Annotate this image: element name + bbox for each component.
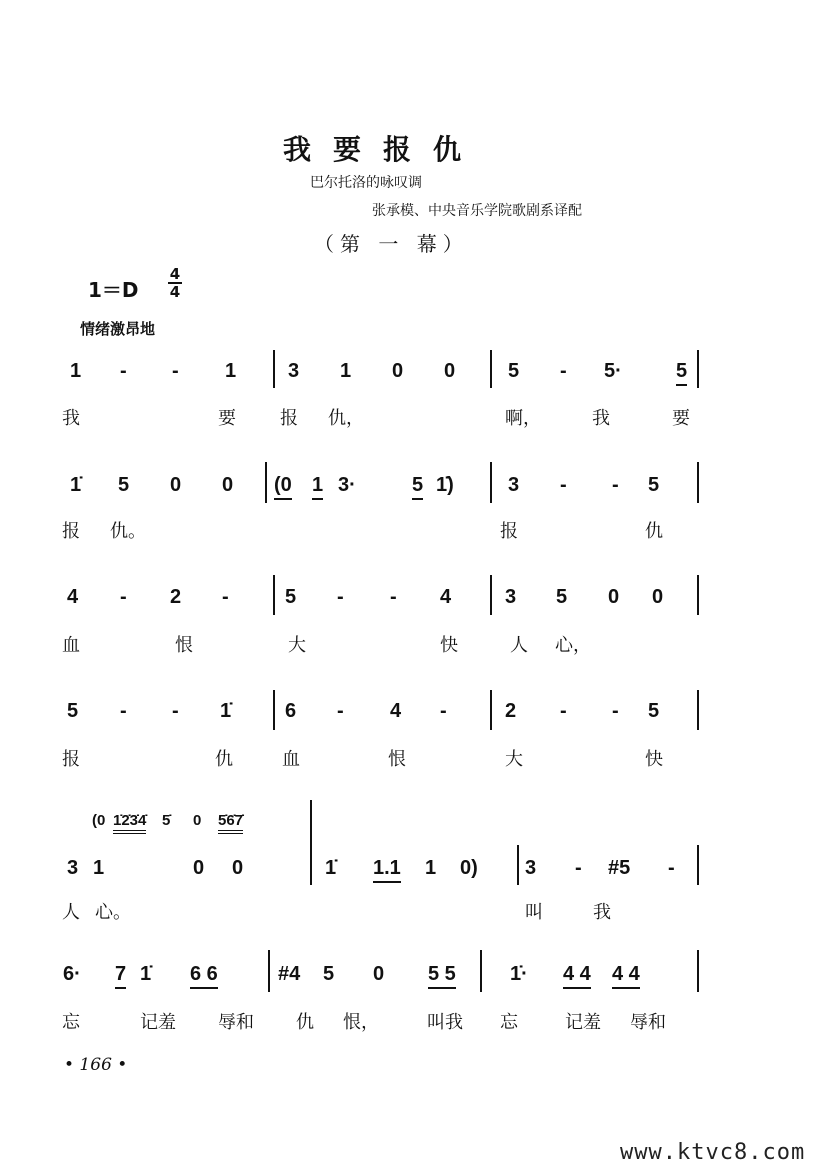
song-title: 我要报仇 xyxy=(282,133,483,166)
note: 3 xyxy=(67,857,79,879)
lyric-syllable: 辱和 xyxy=(218,1012,254,1033)
note: 1 xyxy=(225,360,237,382)
lyric-syllable: 仇 xyxy=(296,1012,314,1033)
bar-line xyxy=(697,462,699,503)
note: 4 xyxy=(390,700,402,722)
note: 3 xyxy=(288,360,300,382)
lyric-syllable: 恨 xyxy=(388,749,406,770)
bar-line xyxy=(697,690,699,730)
note: 1 xyxy=(93,857,105,879)
dash-note: - xyxy=(560,700,567,722)
tempo-marking: 情绪激昂地 xyxy=(80,320,156,338)
dash-note: - xyxy=(337,700,344,722)
dash-note: - xyxy=(172,360,179,382)
lyric-syllable: 要 xyxy=(218,408,236,429)
dash-note: - xyxy=(612,474,619,496)
lyric-syllable: 血 xyxy=(282,749,300,770)
note: 1̇) xyxy=(436,474,454,496)
lyric-syllable: 报 xyxy=(280,408,298,429)
time-signature xyxy=(168,266,182,300)
note: 4 xyxy=(67,586,79,608)
note: 4 xyxy=(440,586,452,608)
lyric-syllable: 恨， xyxy=(343,1012,379,1033)
dash-note: - xyxy=(120,360,127,382)
bar-line xyxy=(697,950,699,992)
lyric-syllable: 心， xyxy=(555,635,591,656)
note: 0 xyxy=(373,963,385,985)
dash-note: - xyxy=(560,474,567,496)
note: 6 6 xyxy=(190,963,218,989)
note: 5 xyxy=(323,963,335,985)
note: 5 xyxy=(556,586,568,608)
lyric-syllable: 报 xyxy=(62,749,80,770)
lyric-syllable: 记羞 xyxy=(140,1012,176,1033)
lyric-syllable: 叫 xyxy=(525,902,543,923)
bar-line xyxy=(310,800,312,885)
lyric-syllable: 仇 xyxy=(215,749,233,770)
lyric-syllable: 啊， xyxy=(505,408,541,429)
note: 0 xyxy=(392,360,404,382)
note: 5· xyxy=(604,360,622,382)
bar-line xyxy=(490,575,492,615)
time-numerator: 4 xyxy=(169,265,181,283)
note: 1 xyxy=(340,360,352,382)
act-label: （第 一 幕） xyxy=(314,232,469,256)
bar-line xyxy=(273,690,275,730)
note: 2 xyxy=(170,586,182,608)
bar-line xyxy=(517,845,519,885)
lyric-syllable: 忘 xyxy=(62,1012,80,1033)
lyric-syllable: 大 xyxy=(288,635,306,656)
lyric-syllable: 我 xyxy=(592,408,610,429)
accompaniment-note: (0 xyxy=(92,812,106,829)
lyric-syllable: 仇， xyxy=(328,408,364,429)
note: 3 xyxy=(525,857,537,879)
lyric-syllable: 快 xyxy=(645,749,663,770)
lyric-syllable: 报 xyxy=(62,521,80,542)
lyric-syllable: 仇 xyxy=(645,521,663,542)
note: 4 4 xyxy=(563,963,591,989)
dash-note: - xyxy=(120,586,127,608)
dash-note: - xyxy=(612,700,619,722)
bar-line xyxy=(273,350,275,388)
lyric-syllable: 我 xyxy=(62,408,80,429)
arranger-credit: 张承模、中央音乐学院歌剧系译配 xyxy=(372,203,582,219)
note: 1̇ xyxy=(70,474,82,496)
lyric-syllable: 记羞 xyxy=(565,1012,601,1033)
note: 7 xyxy=(115,963,126,989)
lyric-syllable: 血 xyxy=(62,635,80,656)
dash-note: - xyxy=(390,586,397,608)
note: 5 xyxy=(648,700,660,722)
note: #5 xyxy=(608,857,631,879)
note: 1̇ xyxy=(325,857,337,879)
dash-note: - xyxy=(440,700,447,722)
note: 0 xyxy=(444,360,456,382)
accompaniment-note: 5̇6̇7̇ xyxy=(218,812,243,834)
note: 1 xyxy=(312,474,323,500)
note: 1̇· xyxy=(510,963,528,985)
note: 1 xyxy=(70,360,82,382)
bar-line xyxy=(490,462,492,503)
lyric-syllable: 报 xyxy=(500,521,518,542)
lyric-syllable: 叫我 xyxy=(427,1012,463,1033)
note: 0 xyxy=(608,586,620,608)
note: 3· xyxy=(338,474,356,496)
bar-line xyxy=(265,462,267,503)
bar-line xyxy=(697,350,699,388)
note: 5 xyxy=(648,474,660,496)
note: 0 xyxy=(232,857,244,879)
note: 0 xyxy=(222,474,234,496)
lyric-syllable: 人 xyxy=(62,902,80,923)
lyric-syllable: 辱和 xyxy=(630,1012,666,1033)
note: 0) xyxy=(460,857,478,879)
subtitle: 巴尔托洛的咏叹调 xyxy=(310,175,422,191)
dash-note: - xyxy=(120,700,127,722)
note: 5 xyxy=(118,474,130,496)
dash-note: - xyxy=(172,700,179,722)
lyric-syllable: 心。 xyxy=(95,902,131,923)
note: 1̇ xyxy=(140,963,152,985)
note: #4 xyxy=(278,963,301,985)
lyric-syllable: 恨 xyxy=(175,635,193,656)
dash-note: - xyxy=(668,857,675,879)
lyric-syllable: 忘 xyxy=(500,1012,518,1033)
bar-line xyxy=(268,950,270,992)
dash-note: - xyxy=(222,586,229,608)
watermark: www.ktvc8.com xyxy=(620,1140,806,1165)
time-denominator: 4 xyxy=(169,283,181,301)
note: 5 5 xyxy=(428,963,456,989)
note: 0 xyxy=(193,857,205,879)
accompaniment-note: 1̇2̇3̇4̇ xyxy=(113,812,146,834)
dash-note: - xyxy=(560,360,567,382)
accompaniment-note: 0 xyxy=(193,812,202,829)
lyric-syllable: 仇。 xyxy=(110,521,146,542)
note: 6 xyxy=(285,700,297,722)
note: 1 xyxy=(425,857,437,879)
note: 0 xyxy=(652,586,664,608)
note: 5 xyxy=(508,360,520,382)
note: 6· xyxy=(63,963,81,985)
note: 1̇ xyxy=(220,700,232,722)
page-number: • 166 • xyxy=(64,1055,128,1075)
note: 5 xyxy=(67,700,79,722)
note: 2 xyxy=(505,700,517,722)
bar-line xyxy=(490,350,492,388)
lyric-syllable: 快 xyxy=(440,635,458,656)
note: 5 xyxy=(676,360,687,386)
dash-note: - xyxy=(337,586,344,608)
bar-line xyxy=(697,845,699,885)
note: 5 xyxy=(285,586,297,608)
dash-note: - xyxy=(575,857,582,879)
note: 4 4 xyxy=(612,963,640,989)
note: 1.1 xyxy=(373,857,401,883)
note: 3 xyxy=(508,474,520,496)
note: 5 xyxy=(412,474,423,500)
note: 3 xyxy=(505,586,517,608)
note: 0 xyxy=(170,474,182,496)
bar-line xyxy=(480,950,482,992)
bar-line xyxy=(273,575,275,615)
bar-line xyxy=(697,575,699,615)
note: (0 xyxy=(274,474,292,500)
bar-line xyxy=(490,690,492,730)
lyric-syllable: 我 xyxy=(593,902,611,923)
lyric-syllable: 要 xyxy=(672,408,690,429)
accompaniment-note: 5̇ xyxy=(162,812,171,829)
key-signature: 1＝D xyxy=(88,278,139,302)
lyric-syllable: 人 xyxy=(510,635,528,656)
lyric-syllable: 大 xyxy=(505,749,523,770)
